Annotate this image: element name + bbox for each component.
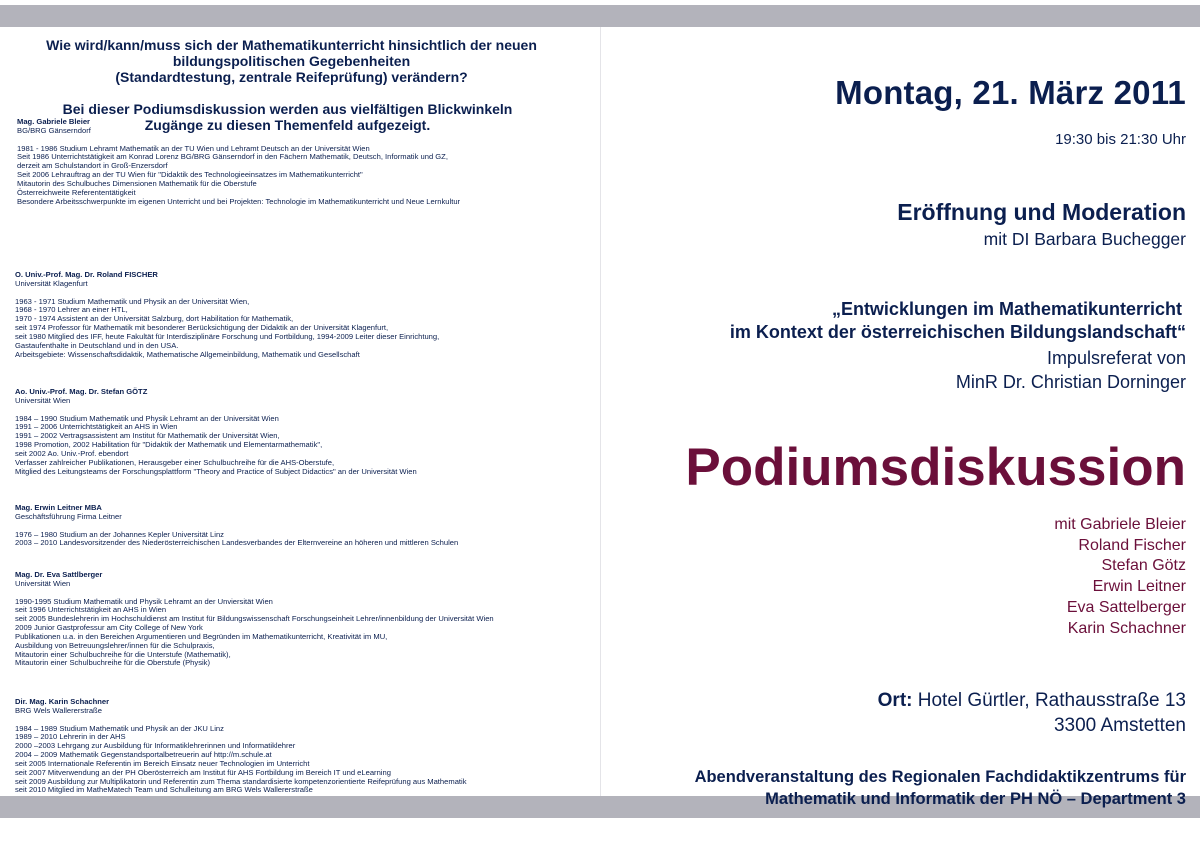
location bbox=[878, 688, 1186, 738]
speaker-bio bbox=[15, 388, 615, 476]
organizer-line: Mathematik und Informatik der PH NÖ – Department 3 bbox=[765, 790, 1186, 808]
bio-line: Arbeitsgebiete: Wissenschaftsdidaktik, Mathematische Allgemeinbildung, Mathematik und Gesellschaft bbox=[15, 349, 360, 359]
speaker-bio bbox=[15, 271, 615, 359]
bio-line: seit 2005 Bundeslehrerin im Hochschuldienst am Institut für Bildungswissenschaft Forschungseinheit Lehrer/innenbildung der Universität Wien bbox=[15, 614, 494, 624]
speaker-affiliation: Universität Wien bbox=[15, 395, 71, 405]
speaker-name: Dir. Mag. Karin Schachner bbox=[15, 697, 110, 706]
bio-line: seit 2007 Mitverwendung an der PH Oberösterreich am Institut für AHS Fortbildung im Bereich IT und eLearning bbox=[15, 767, 391, 777]
speaker-name: Mag. Dr. Eva Sattlberger bbox=[15, 570, 103, 579]
bio-line: 1968 - 1970 Lehrer an einer HTL, bbox=[15, 305, 128, 315]
intro-purpose-line: Zugänge zu diesen Themenfeld aufgezeigt. bbox=[144, 117, 431, 133]
opening-title: Eröffnung und Moderation bbox=[897, 199, 1186, 225]
bio-line: 1991 – 2002 Vertragsassistent am Institut für Mathematik der Universität Wien, bbox=[15, 431, 280, 441]
speaker-name: Ao. Univ.-Prof. Mag. Dr. Stefan GÖTZ bbox=[15, 387, 148, 396]
bio-line: Gastaufenthalte in Deutschland und in den USA. bbox=[15, 340, 179, 350]
bio-line: Mitglied des Leitungsteams der Forschungsplattform "Theory and Practice of Subject Didactics" an der Universität Wien bbox=[15, 466, 417, 476]
bio-line: 2000 –2003 Lehrgang zur Ausbildung für Informatiklehrerinnen und Informatiklehrer bbox=[15, 741, 296, 751]
bio-line: 2004 – 2009 Mathematik Gegenstandsportalbetreuerin auf http://m.schule.at bbox=[15, 750, 272, 760]
talk-speaker: MinR Dr. Christian Dorninger bbox=[955, 372, 1186, 392]
panelist: mit Gabriele Bleier bbox=[1054, 516, 1186, 533]
organizer-line: Abendveranstaltung des Regionalen Fachdidaktikzentrums für bbox=[694, 768, 1186, 786]
speaker-name: O. Univ.-Prof. Mag. Dr. Roland FISCHER bbox=[15, 270, 158, 279]
bio-line: seit 1974 Professor für Mathematik mit besonderer Berücksichtigung der Didaktik an der Universität Klagenfurt, bbox=[15, 323, 389, 333]
bio-line: Verfasser zahlreicher Publikationen, Herausgeber einer Schulbuchreihe für die AHS-Oberstufe, bbox=[15, 457, 335, 467]
bio-line: 1984 – 1990 Studium Mathematik und Physik Lehramt an der Universität Wien bbox=[15, 413, 279, 423]
speaker-affiliation: Geschäftsführung Firma Leitner bbox=[15, 511, 122, 521]
location-city: 3300 Amstetten bbox=[1053, 715, 1186, 736]
bio-line: Österreichweite Referententätigkeit bbox=[17, 187, 136, 197]
location-label: Ort: bbox=[877, 690, 913, 711]
bio-line: derzeit am Schulstandort in Groß-Enzersdorf bbox=[17, 161, 168, 171]
talk-type: Impulsreferat von bbox=[1046, 348, 1186, 368]
bio-line: seit 2005 Internationale Referentin im Bereich Einsatz neuer Technologien im Unterricht bbox=[15, 758, 310, 768]
bio-line: seit 2010 Mitglied im MatheMatech Team und Schulleitung am BRG Wels Wallererstraße bbox=[15, 785, 313, 795]
bio-line: 1991 – 2006 Unterrichtstätigkeit an AHS in Wien bbox=[15, 422, 178, 432]
bio-line: seit 1996 Unterrichtstätigkeit an AHS in Wien bbox=[15, 605, 167, 615]
bio-line: Publikationen u.a. in den Bereichen Argumentieren und Begründen im Mathematikunterricht, Kreativität im MU, bbox=[15, 631, 388, 641]
bio-line: 1981 - 1986 Studium Lehramt Mathematik an der TU Wien und Lehramt Deutsch an der Universität Wien bbox=[17, 143, 370, 153]
panel-list bbox=[1054, 515, 1186, 639]
bio-line: Mitautorin einer Schulbuchreihe für die Unterstufe (Mathematik), bbox=[15, 649, 231, 659]
bio-line: 1976 – 1980 Studium an der Johannes Kepler Universität Linz bbox=[15, 529, 224, 539]
talk-title-line: „Entwicklungen im Mathematikunterricht bbox=[831, 299, 1182, 319]
podium-title: Podiumsdiskussion bbox=[685, 438, 1186, 497]
bio-line: seit 1980 Mitglied des IFF, heute Fakultät für Interdisziplinäre Forschung und Fortbildung, 1994-2009 Leiter dieser Einrichtung, bbox=[15, 331, 440, 341]
bio-line: seit 2002 Ao. Univ.-Prof. ebendort bbox=[15, 448, 129, 458]
panelist: Erwin Leitner bbox=[1092, 578, 1186, 596]
bio-line: 2003 – 2010 Landesvorsitzender des Niederösterreichischen Landesverbandes der Elternvereine an höheren und mittleren Schulen bbox=[15, 538, 459, 548]
bio-line: 1998 Promotion, 2002 Habilitation für "Didaktik der Mathematik und Elementarmathematik", bbox=[15, 440, 323, 450]
bio-line: 1970 - 1974 Assistent an der Universität Salzburg, dort Habilitation für Mathematik, bbox=[15, 314, 294, 324]
bio-line: Seit 2006 Lehrauftrag an der TU Wien für "Didaktik des Technologieeinsatzes im Mathematikunterricht" bbox=[17, 170, 363, 180]
bio-line: 1963 - 1971 Studium Mathematik und Physik an der Universität Wien, bbox=[15, 296, 250, 306]
panelist: Karin Schachner bbox=[1067, 619, 1186, 637]
speaker-affiliation: Universität Klagenfurt bbox=[15, 278, 88, 288]
bio-line: seit 2009 Ausbildung zur Multiplikatorin und Referentin zum Thema standardisierte kompetenzorientierte Reifeprüfung aus Mathematik bbox=[15, 776, 467, 786]
bio-line: 2009 Junior Gastprofessur am City College of New York bbox=[15, 623, 203, 633]
speaker-name: Mag. Erwin Leitner MBA bbox=[15, 503, 102, 512]
bio-line: 1990-1995 Studium Mathematik und Physik Lehramt an der Unviersität Wien bbox=[15, 596, 273, 606]
bio-line: Besondere Arbeitsschwerpunkte im eigenen Unterricht und bei Projekten: Technologie im Mathematikunterricht und Neue Lernkultur bbox=[17, 196, 461, 206]
speaker-bio bbox=[15, 504, 615, 548]
panelist: Stefan Götz bbox=[1101, 557, 1186, 575]
speaker-affiliation: Universität Wien bbox=[15, 578, 71, 588]
panelist: Roland Fischer bbox=[1078, 536, 1186, 554]
intro-purpose-line: Bei dieser Podiumsdiskussion werden aus vielfältigen Blickwinkeln bbox=[62, 101, 513, 117]
bio-line: 1984 – 1989 Studium Mathematik und Physik an der JKU Linz bbox=[15, 723, 224, 733]
bio-line: Mitautorin einer Schulbuchreihe für die Oberstufe (Physik) bbox=[15, 658, 210, 668]
speaker-affiliation: BRG Wels Wallererstraße bbox=[15, 705, 102, 715]
speaker-bio bbox=[17, 118, 617, 206]
location-address: Hotel Gürtler, Rathausstraße 13 bbox=[917, 690, 1186, 711]
bio-line: 1989 – 2010 Lehrerin in der AHS bbox=[15, 732, 126, 742]
event-time: 19:30 bis 21:30 Uhr bbox=[1055, 131, 1186, 148]
panelist: Eva Sattelberger bbox=[1066, 598, 1186, 616]
event-date: Montag, 21. März 2011 bbox=[835, 74, 1186, 111]
talk-title-line: im Kontext der österreichischen Bildungslandschaft“ bbox=[729, 322, 1186, 342]
speaker-bio bbox=[15, 571, 615, 668]
speaker-affiliation: BG/BRG Gänserndorf bbox=[17, 125, 91, 135]
intro-question-line: bildungspolitischen Gegebenheiten bbox=[172, 53, 411, 69]
speaker-bio bbox=[15, 698, 615, 795]
top-band bbox=[0, 5, 1200, 27]
bio-line: Ausbildung von Betreuungslehrer/innen für die Schulpraxis, bbox=[15, 640, 215, 650]
intro-question-line: Wie wird/kann/muss sich der Mathematikunterricht hinsichtlich der neuen bbox=[46, 37, 537, 53]
organizer bbox=[695, 766, 1186, 810]
bio-line: Seit 1986 Unterrichtstätigkeit am Konrad Lorenz BG/BRG Gänserndorf in den Fächern Mathematik, Deutsch, Informatik und GZ, bbox=[17, 152, 448, 162]
speaker-name: Mag. Gabriele Bleier bbox=[17, 117, 91, 126]
intro-question-line: (Standardtestung, zentrale Reifeprüfung) verändern? bbox=[115, 69, 468, 85]
bio-line: Mitautorin des Schulbuches Dimensionen Mathematik für die Oberstufe bbox=[17, 178, 257, 188]
opening-moderator: mit DI Barbara Buchegger bbox=[983, 229, 1186, 249]
